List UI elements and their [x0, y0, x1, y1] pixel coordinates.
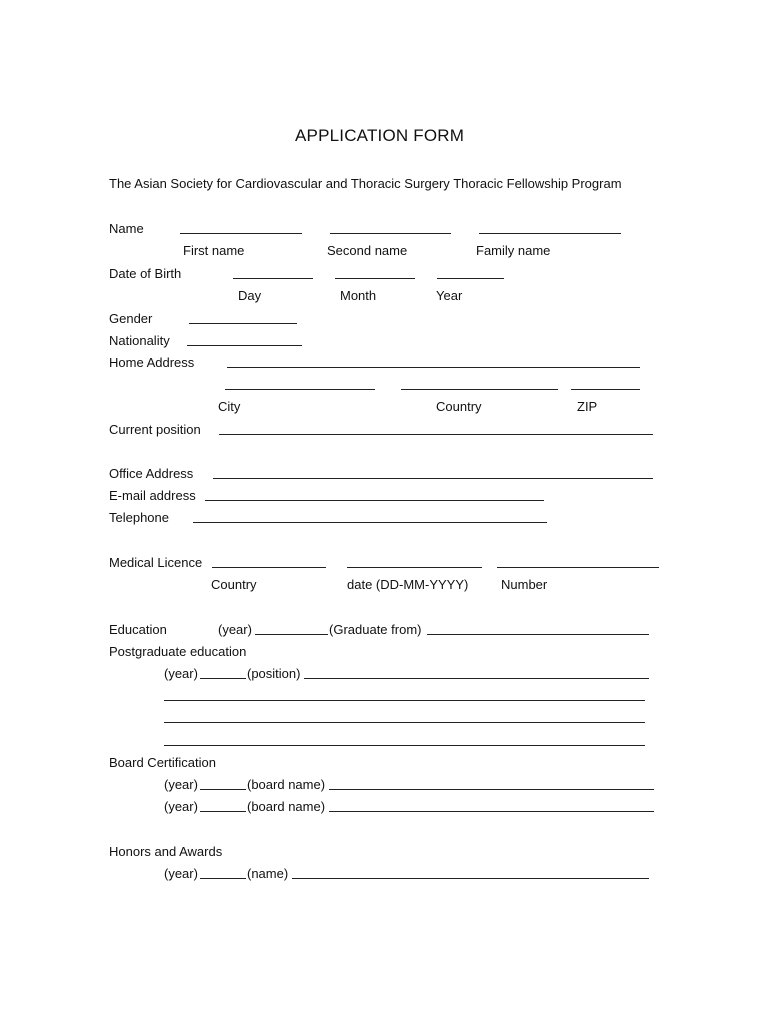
- page-title: APPLICATION FORM: [295, 126, 465, 145]
- telephone-field[interactable]: [193, 522, 547, 523]
- education-graduate-caption: (Graduate from): [329, 622, 422, 637]
- licence-country-field[interactable]: [212, 567, 326, 568]
- board-name-caption-2: (board name): [247, 799, 326, 814]
- email-label: E-mail address: [109, 488, 196, 503]
- name-label: Name: [109, 221, 144, 236]
- postgraduate-line-4[interactable]: [164, 745, 645, 746]
- home-city-field[interactable]: [225, 389, 375, 390]
- program-subtitle: The Asian Society for Cardiovascular and Thoracic Surgery Thoracic Fellowship Program: [109, 176, 622, 191]
- board-year-caption-2: (year): [164, 799, 198, 814]
- licence-country-caption: Country: [211, 577, 257, 592]
- dob-year-caption: Year: [436, 288, 463, 303]
- education-year-caption: (year): [218, 622, 252, 637]
- telephone-label: Telephone: [109, 510, 169, 525]
- honors-name-field[interactable]: [292, 878, 649, 879]
- family-name-field[interactable]: [479, 233, 621, 234]
- postgraduate-year-field[interactable]: [200, 678, 246, 679]
- dob-day-caption: Day: [238, 288, 262, 303]
- nationality-label: Nationality: [109, 333, 170, 348]
- board-year-field-2[interactable]: [200, 811, 246, 812]
- honors-name-caption: (name): [247, 866, 289, 881]
- home-country-field[interactable]: [401, 389, 558, 390]
- home-address-field[interactable]: [227, 367, 640, 368]
- licence-date-caption: date (DD-MM-YYYY): [347, 577, 469, 592]
- postgraduate-label: Postgraduate education: [109, 644, 247, 659]
- postgraduate-line-2[interactable]: [164, 700, 645, 701]
- home-city-caption: City: [218, 399, 241, 414]
- current-position-field[interactable]: [219, 434, 653, 435]
- home-zip-caption: ZIP: [577, 399, 598, 414]
- gender-field[interactable]: [189, 323, 297, 324]
- dob-day-field[interactable]: [233, 278, 313, 279]
- second-name-field[interactable]: [330, 233, 451, 234]
- postgraduate-position-field[interactable]: [304, 678, 649, 679]
- licence-number-field[interactable]: [497, 567, 659, 568]
- home-country-caption: Country: [436, 399, 482, 414]
- board-name-field-2[interactable]: [329, 811, 654, 812]
- office-address-label: Office Address: [109, 466, 194, 481]
- medical-licence-label: Medical Licence: [109, 555, 203, 570]
- dob-year-field[interactable]: [437, 278, 504, 279]
- home-zip-field[interactable]: [571, 389, 640, 390]
- education-label: Education: [109, 622, 167, 637]
- second-name-caption: Second name: [327, 243, 408, 258]
- board-name-field-1[interactable]: [329, 789, 654, 790]
- nationality-field[interactable]: [187, 345, 302, 346]
- board-year-caption-1: (year): [164, 777, 198, 792]
- honors-label: Honors and Awards: [109, 844, 223, 859]
- postgraduate-position-caption: (position): [247, 666, 301, 681]
- first-name-field[interactable]: [180, 233, 302, 234]
- first-name-caption: First name: [183, 243, 245, 258]
- dob-month-caption: Month: [340, 288, 377, 303]
- email-field[interactable]: [205, 500, 544, 501]
- board-name-caption-1: (board name): [247, 777, 326, 792]
- education-graduate-field[interactable]: [427, 634, 649, 635]
- office-address-field[interactable]: [213, 478, 653, 479]
- family-name-caption: Family name: [476, 243, 551, 258]
- current-position-label: Current position: [109, 422, 201, 437]
- board-year-field-1[interactable]: [200, 789, 246, 790]
- postgraduate-line-3[interactable]: [164, 722, 645, 723]
- dob-month-field[interactable]: [335, 278, 415, 279]
- postgraduate-year-caption: (year): [164, 666, 198, 681]
- dob-label: Date of Birth: [109, 266, 182, 281]
- licence-date-field[interactable]: [347, 567, 482, 568]
- education-year-field[interactable]: [255, 634, 328, 635]
- honors-year-field[interactable]: [200, 878, 246, 879]
- licence-number-caption: Number: [501, 577, 548, 592]
- home-address-label: Home Address: [109, 355, 195, 370]
- honors-year-caption: (year): [164, 866, 198, 881]
- gender-label: Gender: [109, 311, 153, 326]
- board-certification-label: Board Certification: [109, 755, 216, 770]
